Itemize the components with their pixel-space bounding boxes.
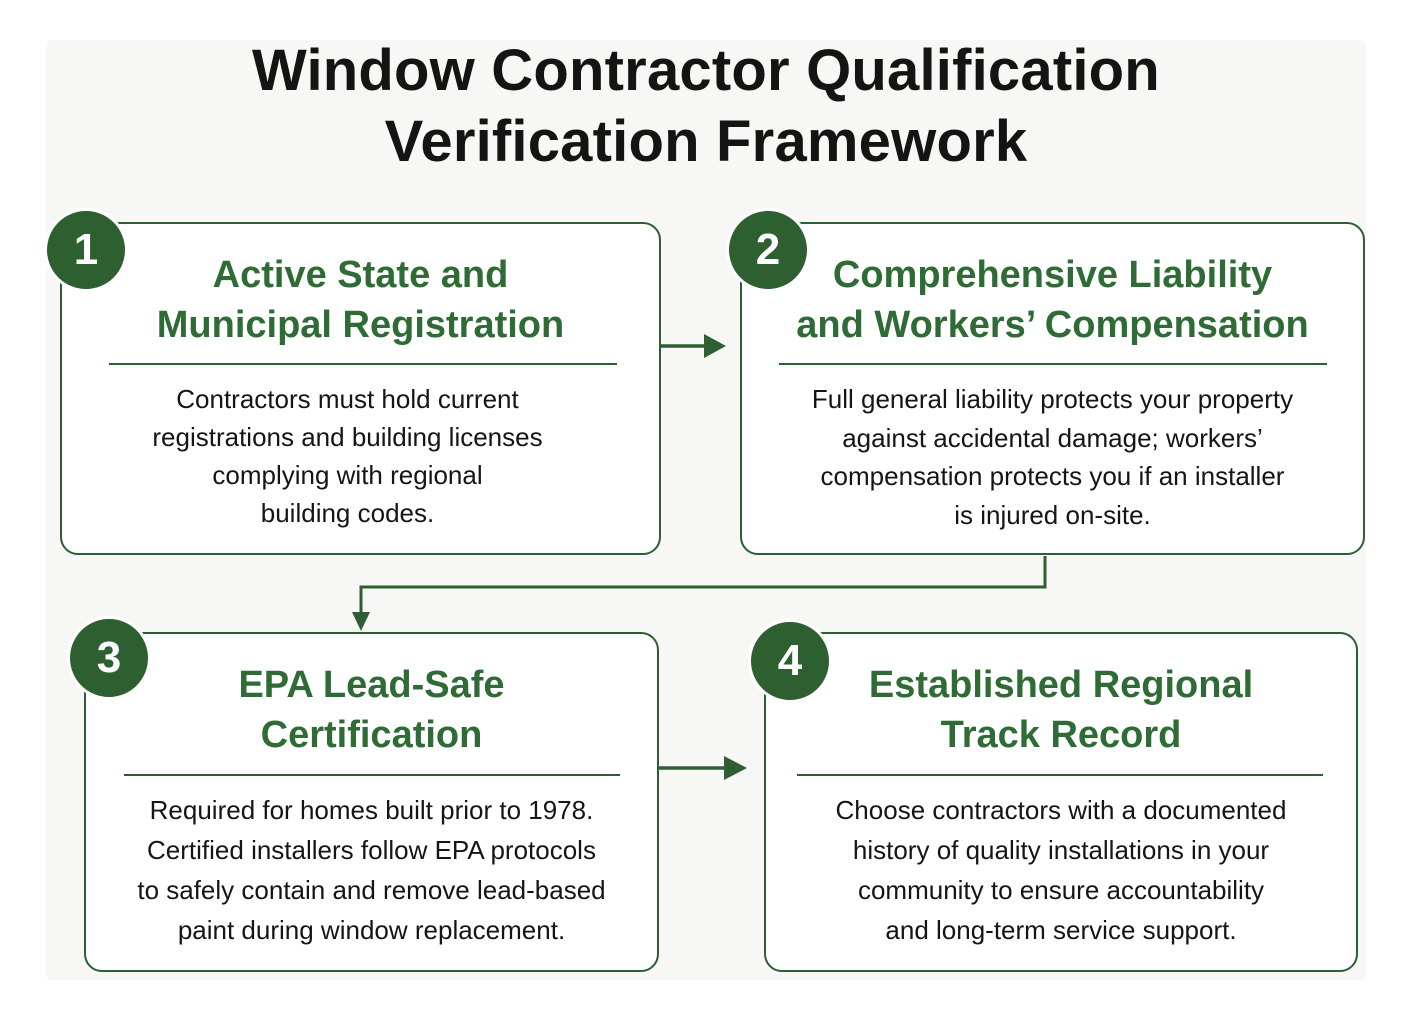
step-3-divider: [124, 774, 620, 776]
step-2-body-line-4: is injured on-site.: [954, 499, 1151, 530]
step-4-number-badge: 4: [748, 619, 832, 703]
arrow-2-to-3: [352, 556, 1045, 631]
page-title-line-1: Window Contractor Qualification: [252, 38, 1160, 103]
step-1-body-line-2: registrations and building licenses: [152, 422, 543, 452]
step-2-description: [742, 380, 1363, 534]
step-4-divider: [797, 774, 1323, 776]
arrow-1-to-2: [661, 334, 726, 358]
step-1-title-line-1: Active State and: [212, 254, 509, 296]
step-4-title-line-2: Track Record: [940, 714, 1182, 756]
step-card-4: [764, 632, 1358, 972]
step-1-title: [62, 250, 659, 350]
step-1-body-line-3: complying with regional: [212, 460, 483, 490]
step-3-body-line-4: paint during window replacement.: [177, 915, 566, 945]
step-4-description: [766, 790, 1356, 950]
step-3-title-line-2: Certification: [260, 714, 483, 756]
step-1-body-line-1: Contractors must hold current: [176, 384, 519, 414]
step-1-number-badge: 1: [44, 208, 128, 292]
step-2-title-line-1: Comprehensive Liability: [832, 254, 1273, 296]
step-card-2: [740, 222, 1365, 555]
step-4-body-line-4: and long-term service support.: [885, 915, 1237, 945]
step-2-body-line-1: Full general liability protects your property: [811, 384, 1294, 414]
page-title-line-2: Verification Framework: [384, 108, 1028, 174]
step-3-title-line-1: EPA Lead-Safe: [238, 664, 505, 706]
arrow-3-to-4: [659, 756, 747, 780]
step-1-title-line-2: Municipal Registration: [156, 304, 565, 346]
step-2-divider: [779, 363, 1327, 365]
step-card-1: [60, 222, 661, 555]
step-1-divider: [109, 363, 617, 365]
step-4-body-line-1: Choose contractors with a documented: [835, 795, 1287, 825]
step-3-description: [86, 790, 657, 950]
step-4-title: [766, 660, 1356, 760]
step-card-3: [84, 632, 659, 972]
step-4-title-line-1: Established Regional: [868, 664, 1254, 706]
step-3-number-badge: 3: [67, 616, 151, 700]
step-2-title-line-2: and Workers’ Compensation: [796, 304, 1309, 346]
step-3-body-line-1: Required for homes built prior to 1978.: [149, 795, 594, 825]
step-2-body-line-3: compensation protects you if an installer: [820, 461, 1285, 491]
step-2-number-badge: 2: [726, 208, 810, 292]
step-2-body-line-2: against accidental damage; workers’: [842, 422, 1263, 453]
step-4-body-line-2: history of quality installations in your: [852, 835, 1270, 865]
step-3-body-line-2: Certified installers follow EPA protocols: [147, 835, 596, 865]
step-1-body-line-4: building codes.: [260, 498, 435, 528]
step-3-body-line-3: to safely contain and remove lead-based: [137, 875, 606, 905]
step-1-description: [62, 380, 659, 532]
step-2-title: [742, 250, 1363, 350]
step-3-title: [86, 660, 657, 760]
step-4-body-line-3: community to ensure accountability: [857, 875, 1265, 905]
